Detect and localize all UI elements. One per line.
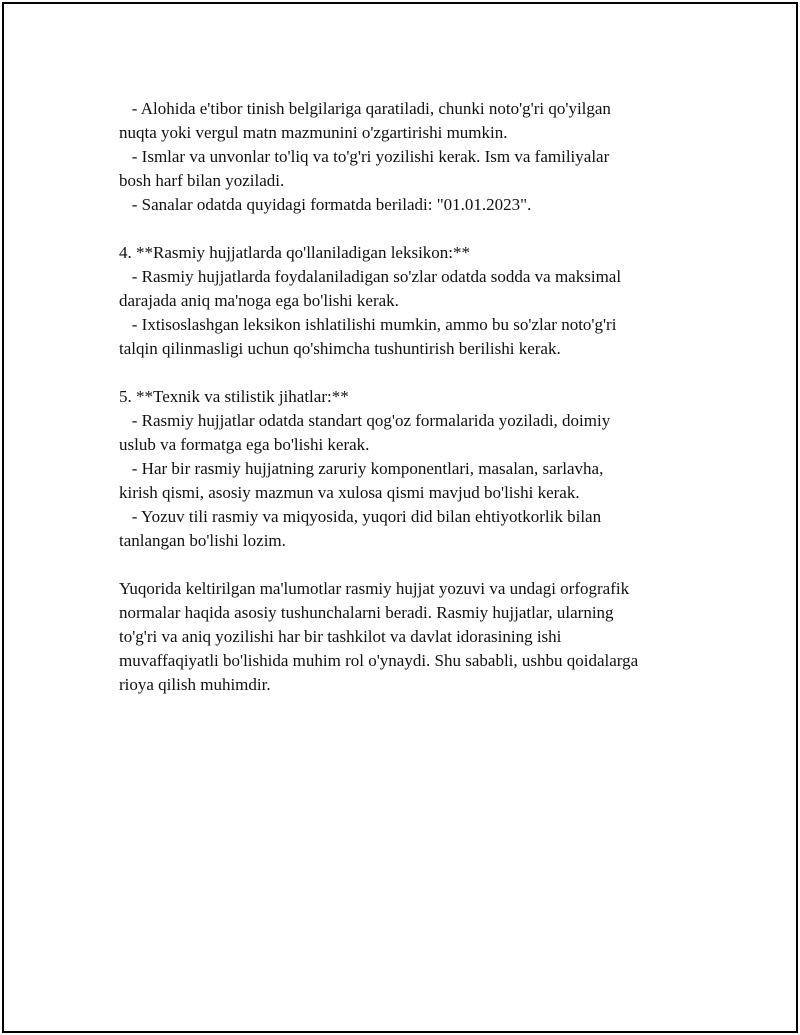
section-bullet (119, 505, 704, 553)
intro-bullet (119, 145, 704, 193)
intro-bullet (119, 193, 704, 217)
text-line: darajada aniq ma'noga ega bo'lishi kerak. (119, 291, 399, 310)
text-line: talqin qilinmasligi uchun qo'shimcha tushuntirish berilishi kerak. (119, 339, 561, 358)
text-line: - Yozuv tili rasmiy va miqyosida, yuqori did bilan ehtiyotkorlik bilan (119, 507, 602, 526)
text-line: - Ixtisoslashgan leksikon ishlatilishi mumkin, ammo bu so'zlar noto'g'ri (119, 315, 617, 334)
text-line: - Rasmiy hujjatlarda foydalaniladigan so'zlar odatda sodda va maksimal (119, 267, 622, 286)
text-line: nuqta yoki vergul matn mazmunini o'zgartirishi mumkin. (119, 123, 508, 142)
text-line: uslub va formatga ega bo'lishi kerak. (119, 435, 370, 454)
text-line: - Sanalar odatda quyidagi formatda beriladi: "01.01.2023". (119, 195, 532, 214)
intro-bullet (119, 97, 704, 145)
text-line: to'g'ri va aniq yozilishi har bir tashkilot va davlat idorasining ishi (119, 627, 562, 646)
section-bullet (119, 457, 704, 505)
section-bullet (119, 313, 704, 361)
section-4 (119, 241, 704, 361)
text-line: - Ismlar va unvonlar to'liq va to'g'ri yozilishi kerak. Ism va familiyalar (119, 147, 610, 166)
text-line: rioya qilish muhimdir. (119, 675, 271, 694)
conclusion-paragraph (119, 577, 704, 697)
text-line: - Rasmiy hujjatlar odatda standart qog'oz formalarida yoziladi, doimiy (119, 411, 611, 430)
document-page (2, 2, 798, 1033)
section-heading: 5. **Texnik va stilistik jihatlar:** (119, 387, 349, 406)
section-bullet (119, 265, 704, 313)
document-body (119, 97, 704, 697)
text-line: - Har bir rasmiy hujjatning zaruriy komponentlari, masalan, sarlavha, (119, 459, 604, 478)
text-line: normalar haqida asosiy tushunchalarni beradi. Rasmiy hujjatlar, ularning (119, 603, 614, 622)
section-bullet (119, 409, 704, 457)
text-line: - Alohida e'tibor tinish belgilariga qaratiladi, chunki noto'g'ri qo'yilgan (119, 99, 611, 118)
text-line: Yuqorida keltirilgan ma'lumotlar rasmiy hujjat yozuvi va undagi orfografik (119, 579, 630, 598)
section-5 (119, 385, 704, 553)
text-line: kirish qismi, asosiy mazmun va xulosa qismi mavjud bo'lishi kerak. (119, 483, 580, 502)
section-heading: 4. **Rasmiy hujjatlarda qo'llaniladigan leksikon:** (119, 243, 471, 262)
paragraph-gap (119, 553, 704, 577)
text-line: bosh harf bilan yoziladi. (119, 171, 285, 190)
text-line: tanlangan bo'lishi lozim. (119, 531, 286, 550)
paragraph-gap (119, 361, 704, 385)
paragraph-gap (119, 217, 704, 241)
text-line: muvaffaqiyatli bo'lishida muhim rol o'ynaydi. Shu sababli, ushbu qoidalarga (119, 651, 639, 670)
